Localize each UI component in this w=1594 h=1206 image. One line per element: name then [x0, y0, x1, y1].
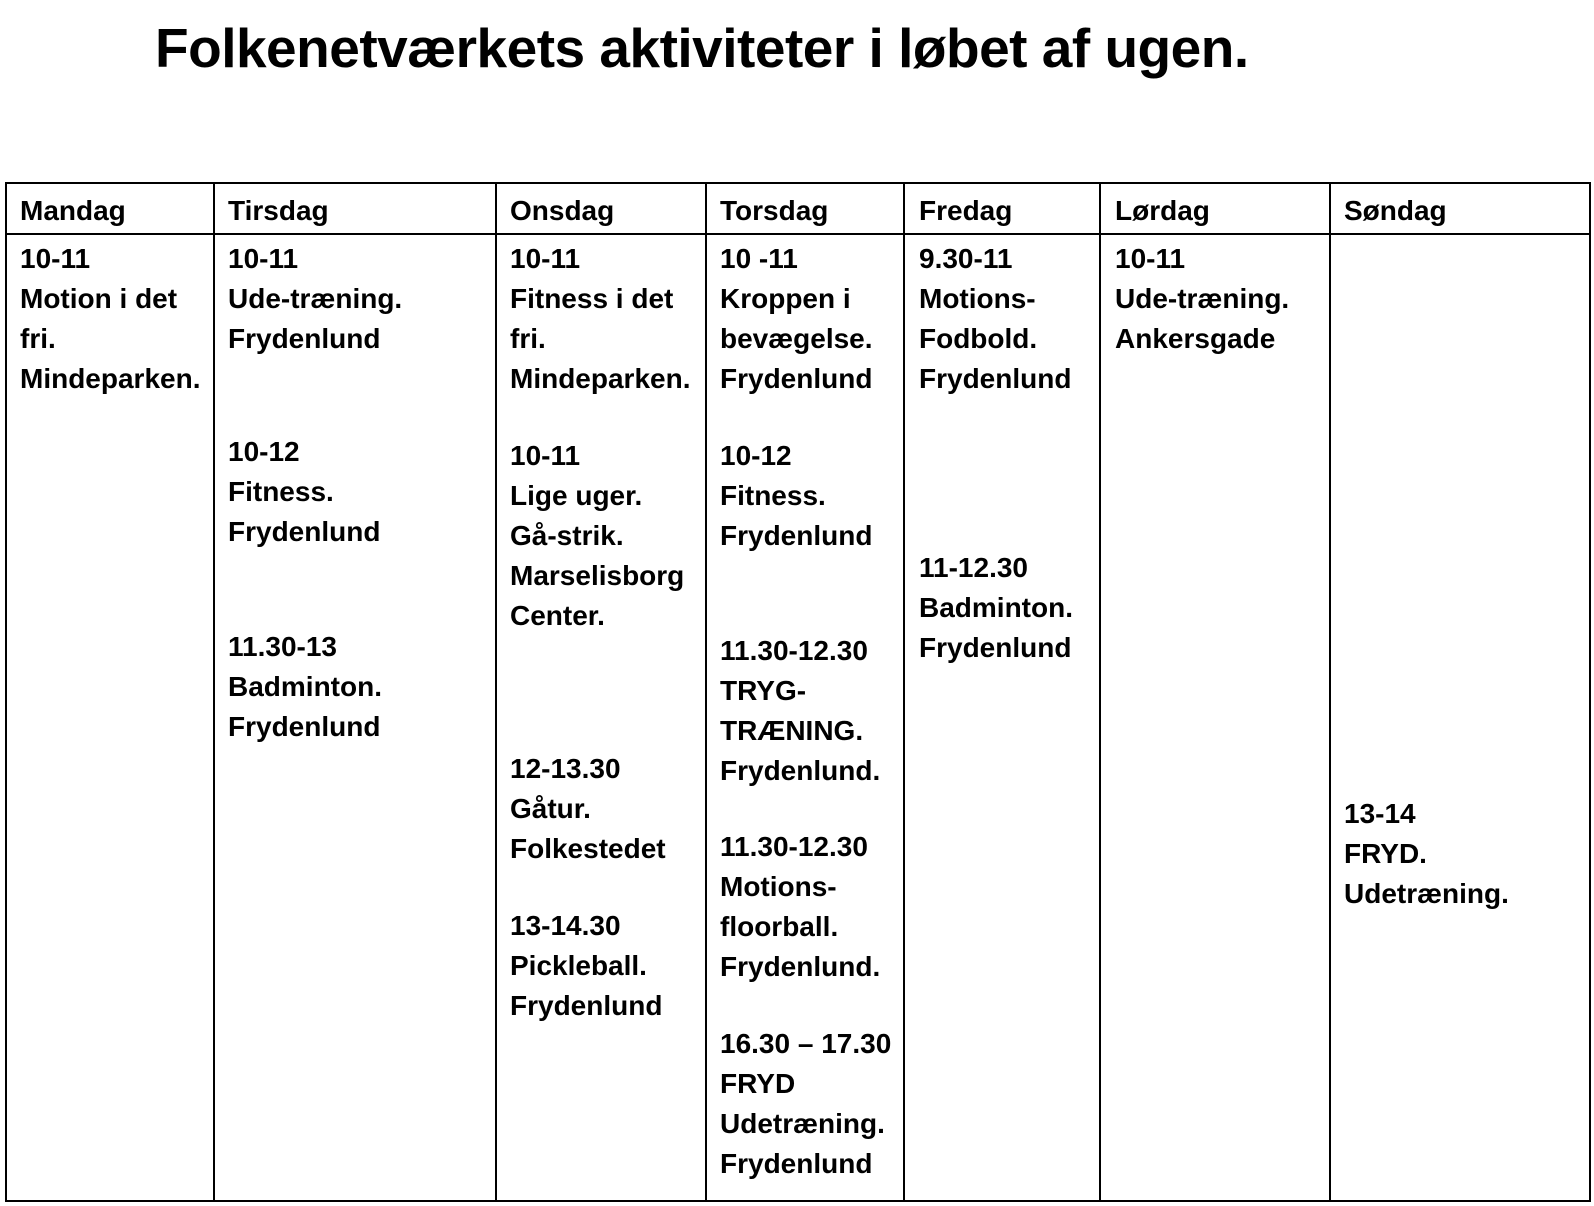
activity-line: Frydenlund: [510, 990, 663, 1021]
activity-slot: [1344, 794, 1509, 914]
activity-time: 10-11: [510, 243, 581, 274]
activity-line: Motion i det: [20, 283, 178, 314]
activity-line: Badminton.: [228, 671, 382, 702]
activity-line: Frydenlund: [720, 363, 873, 394]
activity-line: Udetræning.: [720, 1108, 885, 1139]
day-header-onsdag: Onsdag: [510, 195, 615, 226]
weekly-schedule-table: [5, 182, 1591, 1202]
activity-line: floorball.: [720, 911, 839, 942]
activity-line: Frydenlund: [720, 1148, 873, 1179]
column-divider: [903, 184, 905, 1200]
activity-time: 16.30 – 17.30: [720, 1028, 892, 1059]
activity-line: Frydenlund.: [720, 951, 881, 982]
activity-line: Fitness.: [228, 476, 334, 507]
activity-slot: [720, 239, 873, 399]
activity-line: Center.: [510, 600, 605, 631]
day-header-sondag: Søndag: [1344, 195, 1447, 226]
activity-slot: [228, 239, 402, 359]
activity-time: 11.30-13: [228, 631, 337, 662]
activity-time: 10 -11: [720, 243, 798, 274]
activity-slot: [20, 239, 200, 399]
activity-line: fri.: [20, 323, 56, 354]
activity-time: 10-12: [228, 436, 300, 467]
activity-line: Folkestedet: [510, 833, 666, 864]
activity-line: TRYG-: [720, 675, 807, 706]
activity-line: Gåtur.: [510, 793, 591, 824]
activity-line: Lige uger.: [510, 480, 643, 511]
day-header-torsdag: Torsdag: [720, 195, 829, 226]
activity-line: Gå-strik.: [510, 520, 624, 551]
activity-time: 13-14: [1344, 798, 1416, 829]
activity-slot: [228, 432, 380, 552]
day-header-fredag: Fredag: [919, 195, 1013, 226]
activity-slot: [919, 239, 1071, 399]
activity-slot: [720, 631, 880, 791]
activity-slot: [510, 436, 684, 636]
activity-line: Fodbold.: [919, 323, 1038, 354]
activity-line: FRYD.: [1344, 838, 1427, 869]
activity-line: Ankersgade: [1115, 323, 1276, 354]
activity-line: Kroppen i: [720, 283, 851, 314]
activity-slot: [720, 1024, 891, 1184]
activity-slot: [1115, 239, 1289, 359]
day-header-tirsdag: Tirsdag: [228, 195, 329, 226]
activity-slot: [510, 749, 666, 869]
activity-line: Pickleball.: [510, 950, 647, 981]
activity-line: Badminton.: [919, 592, 1073, 623]
column-divider: [705, 184, 707, 1200]
activity-line: Frydenlund: [228, 711, 381, 742]
activity-line: Motions-: [919, 283, 1036, 314]
activity-time: 10-11: [20, 243, 91, 274]
column-divider: [1329, 184, 1331, 1200]
activity-line: TRÆNING.: [720, 715, 864, 746]
activity-slot: [228, 627, 382, 747]
activity-slot: [720, 436, 872, 556]
activity-line: Frydenlund: [919, 363, 1072, 394]
activity-time: 10-11: [228, 243, 299, 274]
day-header-lordag: Lørdag: [1115, 195, 1210, 226]
activity-time: 13-14.30: [510, 910, 621, 941]
activity-time: 10-12: [720, 440, 792, 471]
day-header-mandag: Mandag: [20, 195, 126, 226]
page-title: Folkenetværkets aktiviteter i løbet af ugen.: [155, 17, 1249, 79]
activity-line: bevægelse.: [720, 323, 873, 354]
activity-time: 10-11: [510, 440, 581, 471]
activity-slot: [510, 239, 690, 399]
activity-line: Fitness i det: [510, 283, 674, 314]
activity-time: 10-11: [1115, 243, 1186, 274]
activity-line: Ude-træning.: [228, 283, 403, 314]
column-divider: [1099, 184, 1101, 1200]
activity-line: Frydenlund: [228, 323, 381, 354]
activity-time: 11.30-12.30: [720, 635, 868, 666]
activity-line: FRYD: [720, 1068, 796, 1099]
activity-line: fri.: [510, 323, 546, 354]
activity-slot: [510, 906, 662, 1026]
activity-time: 11-12.30: [919, 552, 1028, 583]
activity-line: Frydenlund: [919, 632, 1072, 663]
activity-line: Motions-: [720, 871, 837, 902]
activity-line: Fitness.: [720, 480, 826, 511]
activity-line: Marselisborg: [510, 560, 685, 591]
activity-line: Udetræning.: [1344, 878, 1509, 909]
activity-time: 12-13.30: [510, 753, 621, 784]
activity-time: 11.30-12.30: [720, 831, 868, 862]
activity-time: 9.30-11: [919, 243, 1013, 274]
activity-slot: [919, 548, 1073, 668]
column-divider: [495, 184, 497, 1200]
activity-line: Mindeparken.: [510, 363, 691, 394]
activity-line: Mindeparken.: [20, 363, 201, 394]
activity-line: Ude-træning.: [1115, 283, 1290, 314]
activity-line: Frydenlund: [228, 516, 381, 547]
activity-line: Frydenlund: [720, 520, 873, 551]
activity-line: Frydenlund.: [720, 755, 881, 786]
activity-slot: [720, 827, 880, 987]
column-divider: [213, 184, 215, 1200]
